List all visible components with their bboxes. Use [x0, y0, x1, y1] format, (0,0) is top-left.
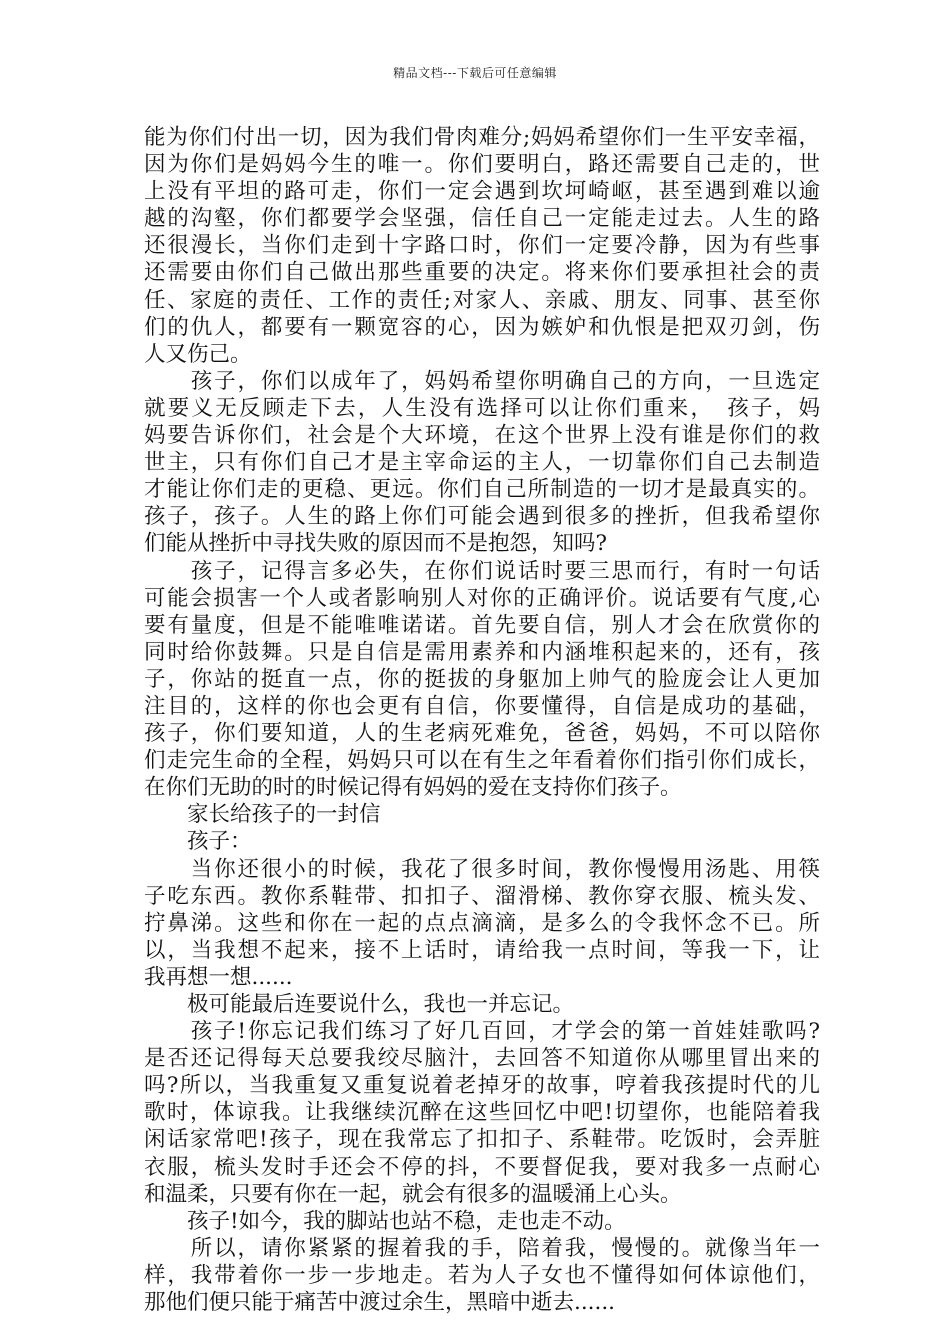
- text-line: 孩子，记得言多必失，在你们说话时要三思而行，有时一句话: [144, 558, 820, 584]
- text-line: 极可能最后连要说什么，我也一并忘记。: [144, 992, 575, 1017]
- text-line: 妈要告诉你们，社会是个大环境，在这个世界上没有谁是你们的救: [144, 423, 820, 449]
- text-line: 因为你们是妈妈今生的唯一。你们要明白，路还需要自己走的，世: [144, 152, 820, 178]
- text-line: 子吃东西。教你系鞋带、扣扣子、溜滑梯、教你穿衣服、梳头发、: [144, 883, 820, 909]
- text-line: 孩子，你们要知道，人的生老病死难免，爸爸，妈妈，不可以陪你: [144, 721, 820, 747]
- salutation: 孩子：: [144, 829, 252, 855]
- text-line: 孩子!你忘记我们练习了好几百回，才学会的第一首娃娃歌吗?: [144, 1019, 820, 1045]
- text-line: 拧鼻涕。这些和你在一起的点点滴滴，是多么的令我怀念不已。所: [144, 910, 820, 936]
- text-line: 越的沟壑，你们都要学会坚强，信任自己一定能走过去。人生的路: [144, 206, 820, 232]
- text-line: 子，你站的挺直一点，你的挺拔的身躯加上帅气的脸庞会让人更加: [144, 666, 820, 692]
- text-line: 孩子，你们以成年了，妈妈希望你明确自己的方向，一旦选定: [144, 368, 820, 394]
- text-line: 们的仇人，都要有一颗宽容的心，因为嫉妒和仇恨是把双刃剑，伤: [144, 314, 820, 340]
- text-line: 还需要由你们自己做出那些重要的决定。将来你们要承担社会的责: [144, 260, 820, 286]
- text-line: 任、家庭的责任、工作的责任;对家人、亲戚、朋友、同事、甚至你: [144, 287, 820, 313]
- text-line: 才能让你们走的更稳、更远。你们自己所制造的一切才是最真实的。: [144, 477, 820, 503]
- text-line: 当你还很小的时候，我花了很多时间，教你慢慢用汤匙、用筷: [144, 856, 820, 882]
- text-line: 能为你们付出一切，因为我们骨肉难分;妈妈希望你们一生平安幸福，: [144, 125, 820, 150]
- letter-body: [144, 124, 820, 1316]
- text-line: 和温柔，只要有你在一起，就会有很多的温暖涌上心头。: [144, 1181, 682, 1207]
- text-line: 我再想一想......: [144, 964, 293, 990]
- page-header: 精品文档---下载后可任意编辑: [393, 66, 557, 80]
- text-line: 吗?所以，当我重复又重复说着老掉牙的故事，哼着我孩提时代的儿: [144, 1073, 820, 1099]
- text-line: 样，我带着你一步一步地走。若为人子女也不懂得如何体谅他们，: [144, 1262, 820, 1288]
- text-line: 上没有平坦的路可走，你们一定会遇到坎坷崎岖，甚至遇到难以逾: [144, 179, 820, 205]
- text-line: 同时给你鼓舞。只是自信是需用素养和内涵堆积起来的，还有，孩: [144, 639, 820, 665]
- text-line: 就要义无反顾走下去，人生没有选择可以让你们重来， 孩子，妈: [144, 395, 820, 421]
- text-line: 世主，只有你们自己才是主宰命运的主人，一切靠你们自己去制造: [144, 450, 820, 476]
- text-line: 在你们无助的时的时候记得有妈妈的爱在支持你们孩子。: [144, 775, 682, 801]
- text-line: 可能会损害一个人或者影响别人对你的正确评价。说话要有气度,心: [144, 585, 820, 611]
- text-line: 以，当我想不起来，接不上话时，请给我一点时间，等我一下，让: [144, 937, 820, 963]
- text-line: 歌时，体谅我。让我继续沉醉在这些回忆中吧!切望你，也能陪着我: [144, 1100, 820, 1126]
- text-line: 们走完生命的全程，妈妈只可以在有生之年看着你们指引你们成长，: [144, 748, 820, 774]
- text-line: 注目的，这样的你也会更有自信，你要懂得，自信是成功的基础，: [144, 693, 820, 719]
- text-line: 还很漫长，当你们走到十字路口时，你们一定要冷静，因为有些事: [144, 233, 820, 259]
- letter-title: 家长给孩子的一封信: [144, 802, 381, 828]
- text-line: 闲话家常吧!孩子，现在我常忘了扣扣子、系鞋带。吃饭时，会弄脏: [144, 1127, 820, 1153]
- text-line: 衣服，梳头发时手还会不停的抖，不要督促我，要对我多一点耐心: [144, 1154, 820, 1180]
- text-line: 孩子!如今，我的脚站也站不稳，走也走不动。: [144, 1208, 626, 1234]
- text-line: 是否还记得每天总要我绞尽脑汁，去回答不知道你从哪里冒出来的: [144, 1046, 820, 1072]
- text-line: 所以，请你紧紧的握着我的手，陪着我，慢慢的。就像当年一: [144, 1235, 820, 1261]
- text-line: 要有量度，但是不能唯唯诺诺。首先要自信，别人才会在欣赏你的: [144, 612, 820, 638]
- text-line: 人又伤己。: [144, 341, 252, 367]
- text-line: 们能从挫折中寻找失败的原因而不是抱怨，知吗?: [144, 531, 608, 557]
- text-line: 孩子，孩子。人生的路上你们可能会遇到很多的挫折，但我希望你: [144, 504, 820, 530]
- text-line: 那他们便只能于痛苦中渡过余生，黑暗中逝去......: [144, 1290, 616, 1316]
